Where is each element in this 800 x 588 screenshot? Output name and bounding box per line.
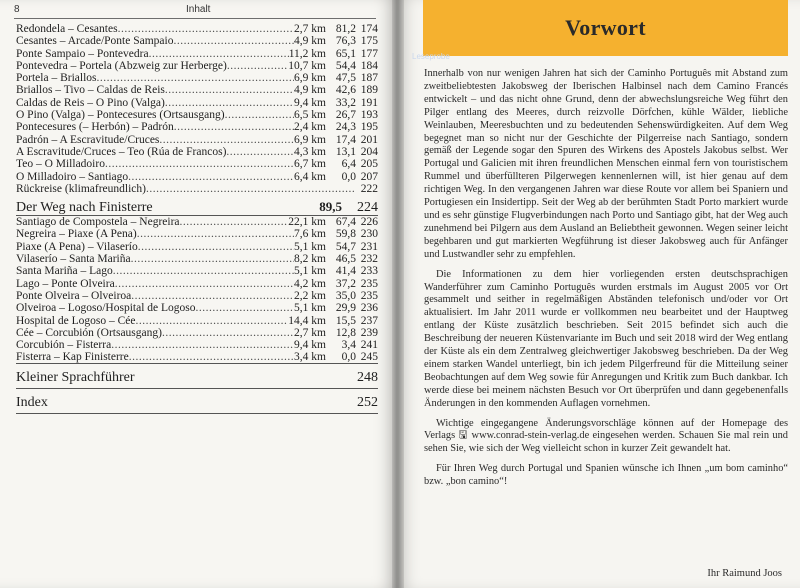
stage-distance: 14,4 km xyxy=(288,314,326,327)
stage-distance: 5,1 km xyxy=(294,265,326,278)
leader-dots xyxy=(149,48,289,60)
toc-entry xyxy=(16,265,378,277)
stage-distance: 22,1 km xyxy=(288,216,326,229)
toc-entry-page: 236 xyxy=(360,302,378,315)
toc-entry xyxy=(16,216,378,228)
toc-entry xyxy=(16,171,378,183)
toc-entry xyxy=(16,315,378,327)
toc-entry-title: Piaxe (A Pena) – Vilaserío xyxy=(16,240,138,253)
toc-entry-title: Redondela – Cesantes xyxy=(16,23,118,35)
toc-entry-page: 175 xyxy=(360,35,378,48)
stage-distance: 2,2 km xyxy=(294,289,326,302)
toc-entry xyxy=(16,109,378,121)
stage-distance: 9,4 km xyxy=(294,96,326,109)
leader-dots xyxy=(131,253,294,265)
toc-entry-page: 235 xyxy=(360,289,378,302)
book-gutter xyxy=(392,0,404,588)
stage-distance: 10,7 km xyxy=(288,59,326,72)
toc-entry-title: Portela – Briallos xyxy=(16,72,97,85)
toc-entry-title: Padrón – A Escravitude/Cruces xyxy=(16,133,160,146)
remaining-distance: 42,6 xyxy=(335,84,356,97)
toc-entry-title: Index xyxy=(16,395,48,411)
leader-dots xyxy=(162,327,294,339)
toc-entry-page: 184 xyxy=(360,59,378,72)
stage-distance: 9,4 km xyxy=(294,339,326,352)
toc-entry-page: 235 xyxy=(360,277,378,290)
toc-entry xyxy=(16,35,378,47)
remaining-distance: 0,0 xyxy=(341,170,356,183)
remaining-distance: 41,4 xyxy=(335,265,356,278)
remaining-distance: 33,2 xyxy=(335,96,356,109)
paragraph: Für Ihren Weg durch Portugal und Spanien wünsche ich Ihnen „um bom caminho“ bzw. „bon camino“! xyxy=(424,463,788,488)
toc-entry-title: O Pino (Valga) – Pontecesures (Ortsausgang) xyxy=(16,109,225,122)
toc-entry xyxy=(16,23,378,35)
toc-entry-page: 245 xyxy=(360,351,378,364)
paragraph: Wichtige eingegangene Änderungsvorschläge können auf der Homepage des Verlags 🖫 www.conrad-stein-verlag.de eingesehen werden. Schauen Sie mal rein und sehen Sie, wie sich der Weg vielleicht schon in kurzer Zeit gewandelt hat. xyxy=(424,417,788,455)
chapter-heading: Vorwort xyxy=(565,15,646,40)
toc-entry-title: Cesantes – Arcade/Ponte Sampaio xyxy=(16,35,174,48)
leader-dots xyxy=(137,228,294,240)
remaining-distance: 65,1 xyxy=(335,47,356,60)
toc-entry xyxy=(16,228,378,240)
toc-entry-page: 204 xyxy=(360,145,378,158)
toc-entry-page: 193 xyxy=(360,109,378,122)
toc-entry-title: Briallos – Tivo – Caldas de Reis xyxy=(16,84,165,97)
toc-entry xyxy=(16,302,378,314)
stage-distance: 4,2 km xyxy=(294,277,326,290)
remaining-distance: 0,0 xyxy=(341,351,356,364)
remaining-distance: 26,7 xyxy=(335,109,356,122)
leader-dots xyxy=(118,23,294,35)
leader-dots xyxy=(180,216,289,228)
toc-entry-page: 231 xyxy=(360,240,378,253)
remaining-distance: 12,8 xyxy=(335,326,356,339)
toc-entry xyxy=(16,339,378,351)
finisterre-stage-list xyxy=(16,216,378,364)
stage-distance: 4,9 km xyxy=(294,35,326,48)
leader-dots xyxy=(146,183,356,195)
toc-entry xyxy=(16,97,378,109)
leader-dots xyxy=(131,290,294,302)
toc-entry-title: Lago – Ponte Olveira xyxy=(16,277,115,290)
toc-entry-title: Hospital de Logoso – Cée xyxy=(16,314,136,327)
toc-entry-page: 189 xyxy=(360,84,378,97)
stage-distance: 7,6 km xyxy=(294,228,326,241)
remaining-distance: 35,0 xyxy=(335,289,356,302)
stage-distance: 4,9 km xyxy=(294,84,326,97)
paragraph: Innerhalb von nur wenigen Jahren hat sich der Caminho Português mit Abstand zum zweitbeliebtesten Jakobsweg der Iberischen Halbinsel nach dem Camino Francés entwickelt – und das nicht ohne Grund, denn der abwechslungsreiche Weg führt den Pilger entlang des Meeres, durch reizvolle Dörfchen, kühle Wälder, liebliche Weinlauben, Meeresbuchten und zu bedeutenden Sehenswürdigkeiten. Auf dem Weg begegnet man so nicht nur der Geschichte der Pilgerreise nach Santiago, sondern gemäß der Legende sogar den Spuren des Wirkens des Apostels Jakobus selbst. Wer Portugal und Galicien mit ihren freundlichen Menschen einmal fern von touristischem Rummel und überfüllteren Pilgerwegen kennenlernen will, ist hier genau auf dem richtigen Weg. In den vergangenen Jahren war diese Route vor allem bei Spaniern und Portugiesen ein Insidertipp. Seit der Weg ab der berühmten Stadt Porto markiert wurde und es sehr günstige Flugverbindungen nach Porto und Santiago gibt, hat der Weg auch zunehmend bei Pilgern aus dem Ausland an Beliebtheit gewonnen. Wegen seiner leicht begehbaren und gut markierten Wegführung ist dieser Jakobsweg auch für Anfänger und Lustwandler sehr zu empfehlen. xyxy=(424,68,788,260)
leader-dots xyxy=(159,134,294,146)
toc-entry-index xyxy=(16,395,378,414)
toc-entry xyxy=(16,134,378,146)
remaining-distance: 13,1 xyxy=(335,145,356,158)
stage-distance: 5,1 km xyxy=(294,302,326,315)
leader-dots xyxy=(196,302,295,314)
toc-entry-title: Santa Mariña – Lago xyxy=(16,265,113,278)
running-title: Inhalt xyxy=(186,4,211,15)
toc-entry xyxy=(16,351,378,364)
stage-distance: 6,9 km xyxy=(294,72,326,85)
toc-entry-title: Caldas de Reis – O Pino (Valga) xyxy=(16,96,165,109)
leader-dots xyxy=(128,171,294,183)
toc-entry-title: O Milladoiro – Santiago xyxy=(16,170,129,183)
stage-distance: 11,2 km xyxy=(288,47,326,60)
toc-entry xyxy=(16,278,378,290)
leader-dots xyxy=(97,72,295,84)
toc-entry-page: 226 xyxy=(360,216,378,229)
leader-dots xyxy=(225,109,294,121)
leader-dots xyxy=(174,121,294,133)
toc-entry-title: Vilaserío – Santa Mariña xyxy=(16,253,131,266)
toc-entry-title: Pontecesures (– Herbón) – Padrón xyxy=(16,121,174,134)
remaining-distance: 6,4 xyxy=(341,158,356,171)
remaining-distance: 81,2 xyxy=(335,23,356,35)
watermark-text: Leseprobe xyxy=(412,52,450,61)
leader-dots xyxy=(138,241,294,253)
toc-entry-title: Ponte Olveira – Olveiroa xyxy=(16,289,132,302)
toc-entry-page: 201 xyxy=(360,133,378,146)
section-heading-finisterre xyxy=(16,199,378,216)
toc-entry-page: 241 xyxy=(360,339,378,352)
remaining-distance: 47,5 xyxy=(335,72,356,85)
toc-entry-page: 237 xyxy=(360,314,378,327)
toc-entry-title: Cée – Corcubión (Ortsausgang) xyxy=(16,326,162,339)
chapter-banner xyxy=(423,0,788,56)
toc-entry-page: 233 xyxy=(360,265,378,278)
stage-list xyxy=(16,23,378,183)
toc-entry-page: 205 xyxy=(360,158,378,171)
section-total-km: 89,5 xyxy=(319,199,342,215)
remaining-distance: 17,4 xyxy=(335,133,356,146)
stage-distance: 8,2 km xyxy=(294,253,326,266)
leader-dots xyxy=(165,97,294,109)
leader-dots xyxy=(135,315,288,327)
toc-entry-title: Teo – O Milladoiro xyxy=(16,158,105,171)
toc-entry-page: 177 xyxy=(360,47,378,60)
toc-entry xyxy=(16,327,378,339)
leader-dots xyxy=(115,278,294,290)
leader-dots xyxy=(129,351,294,363)
toc-entry xyxy=(16,158,378,170)
leader-dots xyxy=(105,158,294,170)
toc-entry-page: 230 xyxy=(360,228,378,241)
stage-distance: 2,4 km xyxy=(294,121,326,134)
foreword-body xyxy=(424,68,788,496)
toc-entry-page: 222 xyxy=(360,182,378,195)
remaining-distance: 67,4 xyxy=(335,216,356,229)
leader-dots xyxy=(226,146,294,158)
toc-entry xyxy=(16,290,378,302)
toc-entry xyxy=(16,121,378,133)
stage-distance: 2,7 km xyxy=(294,326,326,339)
stage-distance: 6,7 km xyxy=(294,158,326,171)
toc-entry-title: Santiago de Compostela – Negreira xyxy=(16,216,180,229)
toc-entry-phrasebook xyxy=(16,370,378,389)
toc-entry-page: 187 xyxy=(360,72,378,85)
remaining-distance: 37,2 xyxy=(335,277,356,290)
remaining-distance: 59,8 xyxy=(335,228,356,241)
leader-dots xyxy=(227,60,288,72)
toc-entry-page: 191 xyxy=(360,96,378,109)
section-page: 224 xyxy=(357,200,378,216)
remaining-distance: 46,5 xyxy=(335,253,356,266)
toc-entry-title: Negreira – Piaxe (A Pena) xyxy=(16,228,137,241)
toc-entry xyxy=(16,60,378,72)
running-header xyxy=(14,4,376,19)
page-number: 8 xyxy=(14,4,20,15)
paragraph: Die Informationen zu dem hier vorliegenden ersten deutschsprachigen Wanderführer zum Caminho Português wurden erstmals im August 2005 vor Ort gesammelt und seither in regelmäßigen Abständen telefonisch und/oder vor Ort aktualisiert. Im Jahr 2011 wurde er vollkommen neu bearbeitet und der Hauptweg entlang der Küste zusätzlich beschrieben. Seit 2015 befindet sich auch die Beschreibung der neueren Küstenvariante im Buch und seit 2018 wird der Weg entlang der Küste als ein dem Zentralweg gleichwertiger Jakobsweg beschrieben. Da der Weg einem starken Wandel unterliegt, bin ich jedem Pilgerfreund für die Mitteilung seiner Beobachtungen auf dem Weg sowie für Anregungen und Kritik zum Buch dankbar. Ich werde diese bei meinem nächsten Besuch vor Ort überprüfen und dann gegebenenfalls Änderungen in den kommenden Auflagen vornehmen. xyxy=(424,268,788,409)
stage-distance: 2,7 km xyxy=(294,23,326,35)
remaining-distance: 15,5 xyxy=(335,314,356,327)
remaining-distance: 54,7 xyxy=(335,240,356,253)
toc-entry-title: Kleiner Sprachführer xyxy=(16,370,135,386)
toc-entry-page: 195 xyxy=(360,121,378,134)
toc-entry xyxy=(16,253,378,265)
toc-entry-title: Rückreise (klimafreundlich) xyxy=(16,182,146,195)
toc-entry-return-trip xyxy=(16,183,378,195)
remaining-distance: 54,4 xyxy=(335,59,356,72)
stage-distance: 6,9 km xyxy=(294,133,326,146)
leader-dots xyxy=(113,265,294,277)
toc-entry-title: A Escravitude/Cruces – Teo (Rúa de Francos) xyxy=(16,145,227,158)
stage-distance: 6,4 km xyxy=(294,170,326,183)
stage-distance: 5,1 km xyxy=(294,240,326,253)
toc-entry-title: Olveiroa – Logoso/Hospital de Logoso xyxy=(16,302,196,315)
toc-entry-title: Pontevedra – Portela (Abzweig zur Herberge) xyxy=(16,59,227,72)
toc-entry xyxy=(16,146,378,158)
remaining-distance: 76,3 xyxy=(335,35,356,48)
toc-entry-page: 239 xyxy=(360,326,378,339)
section-title: Der Weg nach Finisterre xyxy=(16,200,153,216)
toc-entry xyxy=(16,48,378,60)
toc-entry-title: Fisterra – Kap Finisterre xyxy=(16,351,129,364)
leader-dots xyxy=(173,35,294,47)
toc-entry xyxy=(16,72,378,84)
remaining-distance: 24,3 xyxy=(335,121,356,134)
leader-dots xyxy=(165,84,294,96)
toc-entry-page: 174 xyxy=(360,23,378,35)
toc-entry-page: 248 xyxy=(357,370,378,386)
remaining-distance: 3,4 xyxy=(341,339,356,352)
toc-entry-title: Ponte Sampaio – Pontevedra xyxy=(16,47,149,60)
toc-entry xyxy=(16,84,378,96)
toc-entry-page: 232 xyxy=(360,253,378,266)
toc-entry xyxy=(16,241,378,253)
stage-distance: 6,5 km xyxy=(294,109,326,122)
toc-entry-page: 207 xyxy=(360,170,378,183)
remaining-distance: 29,9 xyxy=(335,302,356,315)
toc-entry-title: Corcubión – Fisterra xyxy=(16,339,112,352)
stage-distance: 4,3 km xyxy=(294,145,326,158)
toc-entry-page: 252 xyxy=(357,395,378,411)
leader-dots xyxy=(111,339,294,351)
table-of-contents xyxy=(16,23,378,414)
stage-distance: 3,4 km xyxy=(294,351,326,364)
signature: Ihr Raimund Joos xyxy=(707,568,782,579)
